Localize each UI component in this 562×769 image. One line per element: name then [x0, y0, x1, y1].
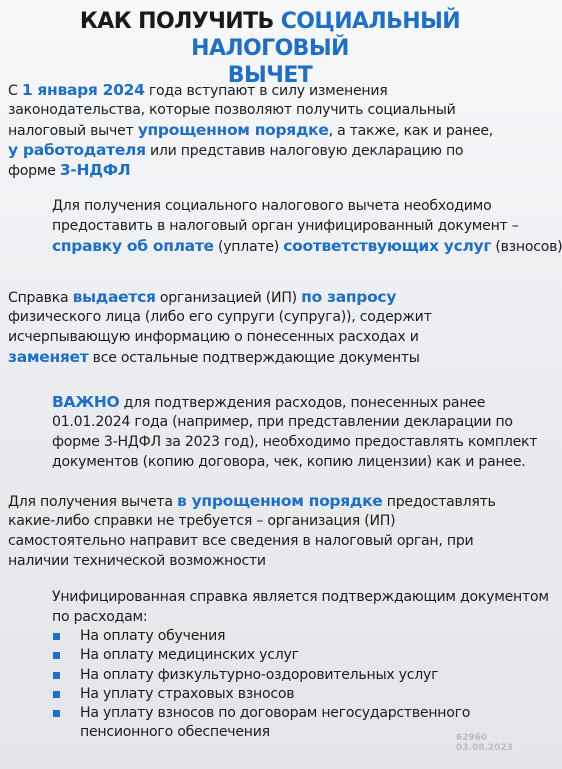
highlight-simplified-order: в упрощенном порядке [177, 492, 383, 510]
highlight-replaces: заменяет [8, 348, 89, 366]
paragraph-important: ВАЖНО для подтверждения расходов, понесенных ранее 01.01.2024 года (например, при представлении декларации по форме 3-НДФЛ за 2023 год), необходимо предоставлять комплект документов (копию договора, чек, копию лицензии) как и ранее. [52, 393, 538, 470]
paragraph-simplified: Для получения вычета в упрощенном порядке предоставлять какие-либо справки не требуется – организация (ИП) самостоятельно направит все сведения в налоговый орган, при наличии технической возможности [8, 492, 496, 569]
page-title [0, 8, 540, 89]
list-item: На оплату медицинских услуг [52, 646, 470, 665]
highlight-issued: выдается [72, 288, 156, 306]
stamp-code: 62960 [456, 733, 488, 743]
bullet-square-icon [53, 672, 60, 679]
list-item: На оплату обучения [52, 627, 470, 646]
bullet-square-icon [53, 652, 60, 659]
list-item: На уплату взносов по договорам негосударственного [52, 704, 470, 723]
expense-list [52, 627, 470, 743]
title-part-2: СОЦИАЛЬНЫЙ НАЛОГОВЫЙ [191, 9, 461, 61]
highlight-employer: у работодателя [8, 141, 146, 159]
bullet-square-icon [53, 710, 60, 717]
document-stamp [456, 733, 513, 753]
highlight-services: соответствующих услуг [283, 237, 492, 255]
title-part-1: КАК ПОЛУЧИТЬ [79, 9, 281, 34]
highlight-simplified: упрощенном порядке [137, 121, 329, 139]
list-item: На уплату страховых взносов [52, 685, 470, 704]
paragraph-expenses: Унифицированная справка является подтверждающим документом по расходам: [52, 589, 549, 625]
bullet-square-icon [53, 633, 60, 640]
highlight-payment-certificate: справку об оплате [52, 237, 214, 255]
highlight-date: 1 января 2024 [21, 81, 145, 99]
highlight-important: ВАЖНО [52, 393, 120, 411]
highlight-request: по запросу [301, 288, 397, 306]
list-item: На оплату физкультурно-оздоровительных услуг [52, 666, 470, 685]
list-item-continuation: пенсионного обеспечения [80, 724, 270, 741]
paragraph-certificate: Для получения социального налогового вычета необходимо предоставить в налоговый орган унифицированный документ – справку об оплате (уплате) соответствующих услуг (взносов) [52, 198, 562, 255]
title-line-2: ВЫЧЕТ [227, 63, 313, 88]
bullet-square-icon [53, 691, 60, 698]
paragraph-intro: С 1 января 2024 года вступают в силу изменения законодательства, которые позволяют получить социальный налоговый вычет упрощенном порядке, а также, как и ранее, у работодателя или представив налоговую декларацию по форме 3-НДФЛ [8, 81, 494, 179]
highlight-form: 3-НДФЛ [59, 161, 131, 179]
stamp-date: 03.08.2023 [456, 743, 513, 753]
paragraph-issued: Справка выдается организацией (ИП) по запросу физического лица (либо его супруги (супруга)), содержит исчерпывающую информацию о понесенных расходах и заменяет все остальные подтверждающие документы [8, 288, 432, 366]
